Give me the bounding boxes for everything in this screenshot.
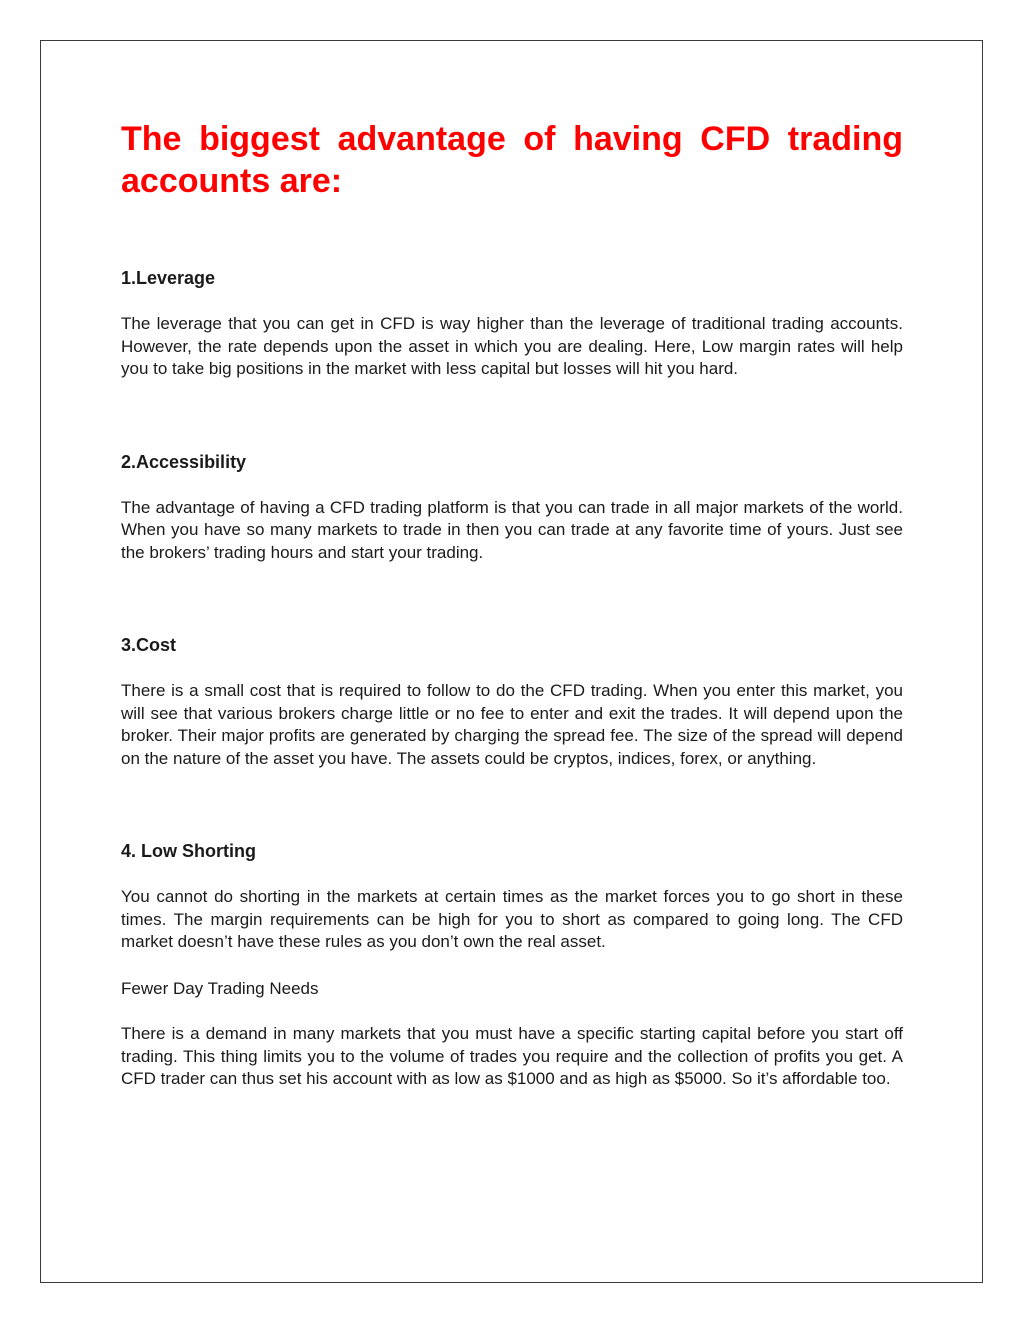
document-title [121, 118, 903, 202]
section-heading-low-shorting: 4. Low Shorting [121, 841, 256, 861]
section-body-accessibility: The advantage of having a CFD trading platform is that you can trade in all major markets of the world. When you have so many markets to trade in then you can trade at any favorite time of yours. Just see the brokers’ trading hours and start your trading. [121, 497, 903, 562]
section-body-leverage: The leverage that you can get in CFD is way higher than the leverage of traditional trading accounts. However, the rate depends upon the asset in which you are dealing. Here, Low margin rates will help you to take big positions in the market with less capital but losses will hit you hard. [121, 314, 903, 378]
final-paragraph: There is a demand in many markets that you must have a specific starting capital before you start off trading. This thing limits you to the volume of trades you require and the collection of profits you get. A CFD trader can thus set his account with as low as $1000 and as high as $5000. So it’s affordable too. [121, 1024, 903, 1088]
document-content [121, 118, 903, 1091]
section-heading-cost: 3.Cost [121, 635, 177, 655]
section-heading-leverage: 1.Leverage [121, 268, 216, 288]
document-title-line-1: The biggest advantage of having CFD trading [121, 120, 903, 158]
section-body-low-shorting: You cannot do shorting in the markets at certain times as the market forces you to go short in these times. The margin requirements can be high for you to short as compared to going long. The CFD market doesn’t have these rules as you don’t own the real asset. [121, 887, 903, 951]
document-title-line-2: accounts are: [121, 162, 343, 200]
section-body-cost: There is a small cost that is required to follow to do the CFD trading. When you enter this market, you will see that various brokers charge little or no fee to enter and exit the trades. It will depend upon the broker. Their major profits are generated by charging the spread fee. The size of the spread will depend on the nature of the asset you have. The assets could be cryptos, indices, forex, or anything. [121, 681, 903, 768]
fewer-day-trading-line: Fewer Day Trading Needs [121, 978, 319, 998]
section-heading-accessibility: 2.Accessibility [121, 451, 247, 472]
